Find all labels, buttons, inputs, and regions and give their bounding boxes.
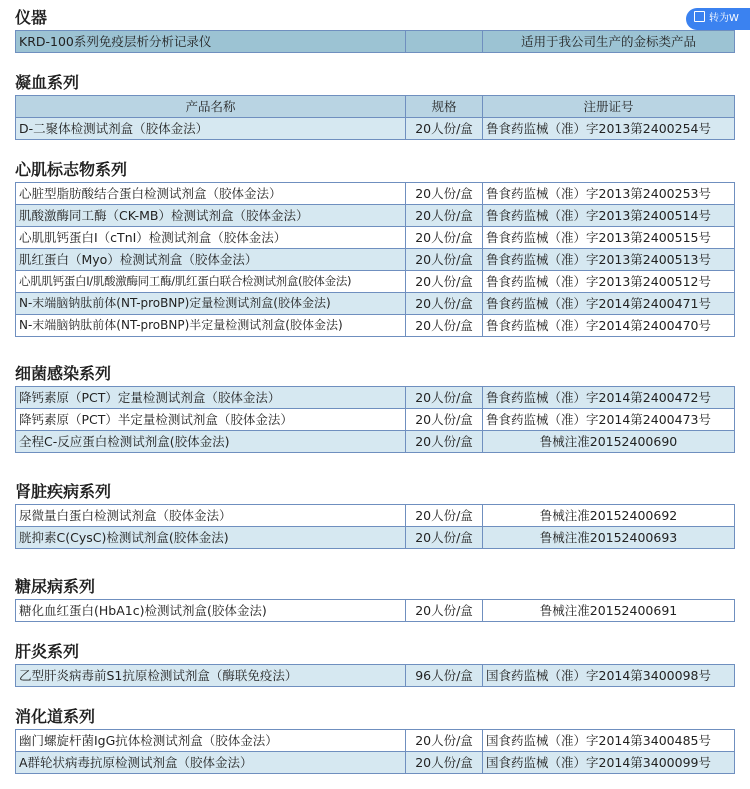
instrument-table: [15, 30, 735, 53]
product-reg: 鲁械注准20152400693: [483, 527, 735, 549]
product-spec: 20人份/盒: [406, 271, 483, 293]
product-reg: 鲁食药监械（准）字2013第2400254号: [483, 118, 735, 140]
product-spec: 20人份/盒: [406, 249, 483, 271]
table-row: [16, 409, 735, 431]
table-row: [16, 505, 735, 527]
product-name: 降钙素原（PCT）半定量检测试剂盒（胶体金法）: [16, 409, 406, 431]
product-reg: 鲁食药监械（准）字2014第2400470号: [483, 315, 735, 337]
product-spec: 20人份/盒: [406, 431, 483, 453]
column-header-name: 产品名称: [16, 96, 406, 118]
product-reg: 鲁械注准20152400691: [483, 600, 735, 622]
product-name: 全程C-反应蛋白检测试剂盒(胶体金法): [16, 431, 406, 453]
product-table: [15, 729, 735, 774]
section-title: 仪器: [15, 8, 48, 27]
section-title: 肾脏疾病系列: [15, 482, 112, 501]
product-name: N-末端脑钠肽前体(NT-proBNP)半定量检测试剂盒(胶体金法): [16, 315, 406, 337]
product-table: [15, 599, 735, 622]
table-row: [16, 315, 735, 337]
section-title: 消化道系列: [15, 707, 96, 726]
product-name: 心脏型脂肪酸结合蛋白检测试剂盒（胶体金法）: [16, 183, 406, 205]
instrument-name: KRD-100系列免疫层析分析记录仪: [16, 31, 406, 53]
table-row: [16, 730, 735, 752]
table-row: [16, 527, 735, 549]
table-row: [16, 205, 735, 227]
table-row: [16, 227, 735, 249]
product-spec: 20人份/盒: [406, 293, 483, 315]
column-header-reg: 注册证号: [483, 96, 735, 118]
product-spec: 20人份/盒: [406, 205, 483, 227]
product-spec: 20人份/盒: [406, 527, 483, 549]
table-row: [16, 31, 735, 53]
product-table: [15, 504, 735, 549]
product-reg: 国食药监械（准）字2014第3400485号: [483, 730, 735, 752]
product-spec: 20人份/盒: [406, 752, 483, 774]
table-row: [16, 249, 735, 271]
table-row: [16, 387, 735, 409]
product-name: 降钙素原（PCT）定量检测试剂盒（胶体金法）: [16, 387, 406, 409]
section-title: 肝炎系列: [15, 642, 80, 661]
product-spec: 20人份/盒: [406, 600, 483, 622]
instrument-spec: [406, 31, 483, 53]
instrument-note: 适用于我公司生产的金标类产品: [483, 31, 735, 53]
table-row: [16, 118, 735, 140]
product-spec: 20人份/盒: [406, 315, 483, 337]
product-name: 肌红蛋白（Myo）检测试剂盒（胶体金法）: [16, 249, 406, 271]
product-spec: 20人份/盒: [406, 387, 483, 409]
product-spec: 96人份/盒: [406, 665, 483, 687]
product-spec: 20人份/盒: [406, 118, 483, 140]
product-table: [15, 95, 735, 140]
product-reg: 鲁食药监械（准）字2013第2400513号: [483, 249, 735, 271]
table-row: [16, 431, 735, 453]
product-name: 糖化血红蛋白(HbA1c)检测试剂盒(胶体金法): [16, 600, 406, 622]
product-table: [15, 386, 735, 453]
product-spec: 20人份/盒: [406, 409, 483, 431]
section-hepatitis: [15, 640, 735, 687]
section-cardiac: [15, 158, 735, 337]
product-name: 尿微量白蛋白检测试剂盒（胶体金法）: [16, 505, 406, 527]
product-name: A群轮状病毒抗原检测试剂盒（胶体金法）: [16, 752, 406, 774]
section-coagulation: [15, 71, 735, 140]
product-name: 胱抑素C(CysC)检测试剂盒(胶体金法): [16, 527, 406, 549]
product-name: 肌酸激酶同工酶（CK-MB）检测试剂盒（胶体金法）: [16, 205, 406, 227]
table-row: [16, 665, 735, 687]
section-digestive: [15, 705, 735, 774]
column-header-spec: 规格: [406, 96, 483, 118]
section-title: 凝血系列: [15, 73, 80, 92]
table-row: [16, 293, 735, 315]
section-instrument: [15, 6, 735, 53]
product-reg: 鲁食药监械（准）字2013第2400512号: [483, 271, 735, 293]
section-title: 细菌感染系列: [15, 364, 112, 383]
product-name: 心肌肌钙蛋白I/肌酸激酶同工酶/肌红蛋白联合检测试剂盒(胶体金法): [16, 271, 406, 293]
section-renal: [15, 480, 735, 549]
table-row: [16, 752, 735, 774]
product-reg: 鲁械注准20152400692: [483, 505, 735, 527]
table-row: [16, 271, 735, 293]
table-header-row: [16, 96, 735, 118]
product-reg: 鲁食药监械（准）字2013第2400515号: [483, 227, 735, 249]
product-reg: 鲁械注准20152400690: [483, 431, 735, 453]
product-reg: 鲁食药监械（准）字2014第2400473号: [483, 409, 735, 431]
product-reg: 国食药监械（准）字2014第3400099号: [483, 752, 735, 774]
product-reg: 鲁食药监械（准）字2013第2400253号: [483, 183, 735, 205]
product-reg: 国食药监械（准）字2014第3400098号: [483, 665, 735, 687]
table-row: [16, 183, 735, 205]
product-table: [15, 664, 735, 687]
section-title: 糖尿病系列: [15, 577, 96, 596]
product-reg: 鲁食药监械（准）字2013第2400514号: [483, 205, 735, 227]
product-name: D-二聚体检测试剂盒（胶体金法）: [16, 118, 406, 140]
section-bacterial: [15, 362, 735, 453]
product-reg: 鲁食药监械（准）字2014第2400471号: [483, 293, 735, 315]
product-table: [15, 182, 735, 337]
product-name: 心肌肌钙蛋白I（cTnI）检测试剂盒（胶体金法）: [16, 227, 406, 249]
product-name: 幽门螺旋杆菌IgG抗体检测试剂盒（胶体金法）: [16, 730, 406, 752]
product-reg: 鲁食药监械（准）字2014第2400472号: [483, 387, 735, 409]
section-diabetes: [15, 575, 735, 622]
table-row: [16, 600, 735, 622]
section-title: 心肌标志物系列: [15, 160, 128, 179]
product-spec: 20人份/盒: [406, 227, 483, 249]
product-name: 乙型肝炎病毒前S1抗原检测试剂盒（酶联免疫法）: [16, 665, 406, 687]
product-spec: 20人份/盒: [406, 730, 483, 752]
convert-label: 转为W: [709, 13, 739, 24]
product-name: N-末端脑钠肽前体(NT-proBNP)定量检测试剂盒(胶体金法): [16, 293, 406, 315]
product-spec: 20人份/盒: [406, 183, 483, 205]
product-spec: 20人份/盒: [406, 505, 483, 527]
